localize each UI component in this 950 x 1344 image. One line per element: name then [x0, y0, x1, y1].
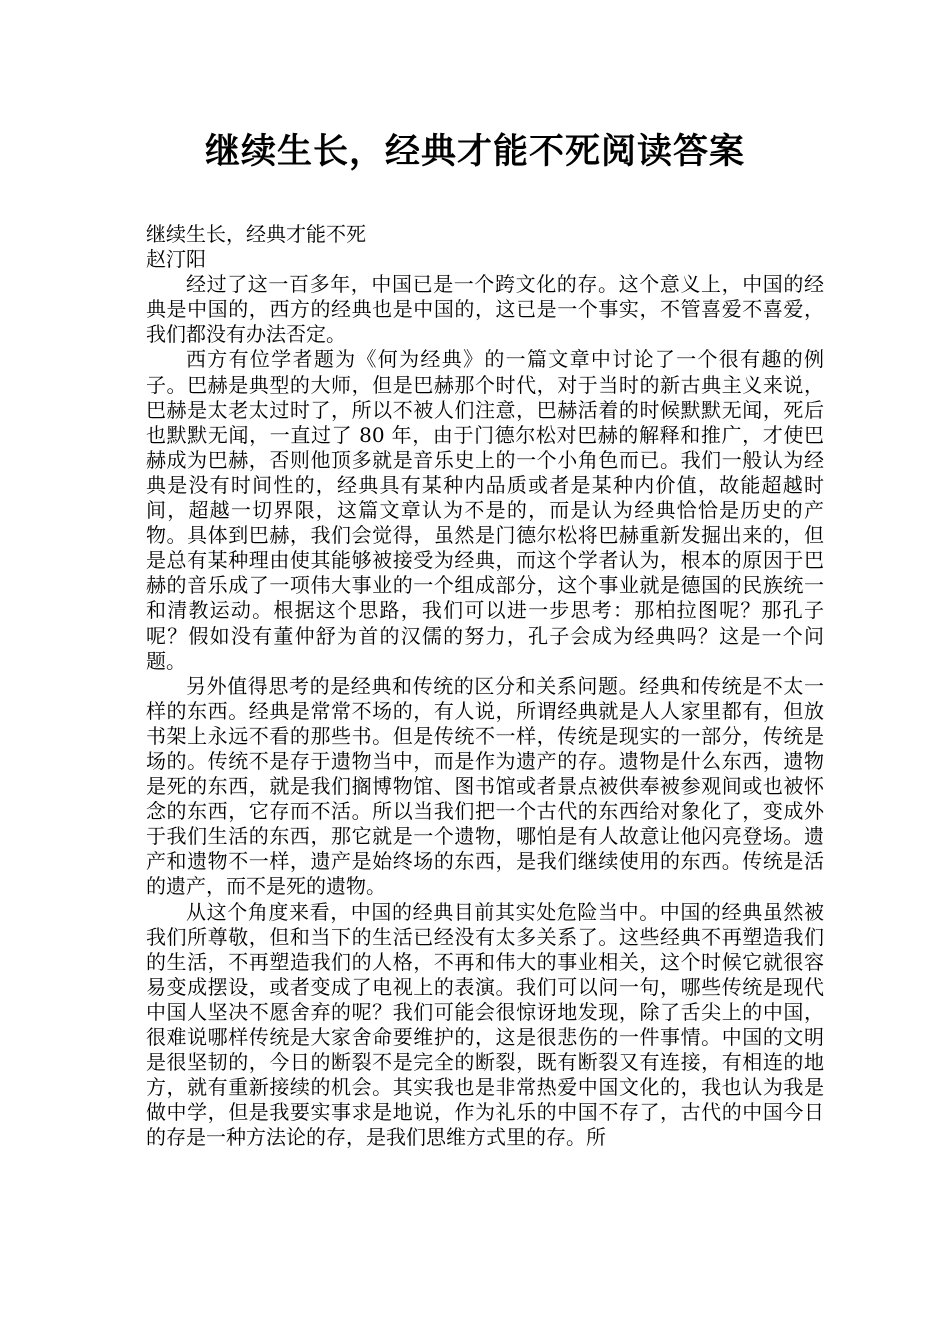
paragraph-2: 西方有位学者题为《何为经典》的一篇文章中讨论了一个很有趣的例子。巴赫是典型的大师，但是巴赫那个时代，对于当时的新古典主义来说，巴赫是太老太过时了，所以不被人们注意，巴赫活着的时候默默无闻，死后也默默无闻，一直过了 80 年，由于门德尔松对巴赫的解释和推广，才使巴赫成为巴赫，否则他顶多就是音乐史上的一个小角色而已。我们一般认为经典是没有时间性的，经典具有某种内品质或者是某种内价值，故能超越时间，超越一切界限，这篇文章认为不是的，而是认为经典恰恰是历史的产物。具体到巴赫，我们会觉得，虽然是门德尔松将巴赫重新发掘出来的，但是总有某种理由使其能够被接受为经典，而这个学者认为，根本的原因于巴赫的音乐成了一项伟大事业的一个组成部分，这个事业就是德国的民族统一和清教运动。根据这个思路，我们可以进一步思考：那柏拉图呢？那孔子呢？假如没有董仲舒为首的汉儒的努力，孔子会成为经典吗？这是一个问题。: [146, 347, 824, 673]
article-subtitle: 继续生长，经典才能不死: [146, 222, 366, 246]
article-author: 赵汀阳: [146, 247, 206, 272]
document-body: [146, 222, 824, 1150]
paragraph-3: 另外值得思考的是经典和传统的区分和关系问题。经典和传统是不太一样的东西。经典是常常不场的，有人说，所谓经典就是人人家里都有，但放书架上永远不看的那些书。但是传统不一样，传统是现实的一部分，传统是场的。传统不是存于遗物当中，而是作为遗产的存。遗物是什么东西，遗物是死的东西，就是我们搁博物馆、图书馆或者景点被供奉被参观间或也被怀念的东西，它存而不活。所以当我们把一个古代的东西给对象化了，变成外于我们生活的东西，那它就是一个遗物，哪怕是有人故意让他闪亮登场。遗产和遗物不一样，遗产是始终场的东西，是我们继续使用的东西。传统是活的遗产，而不是死的遗物。: [146, 673, 824, 899]
paragraph-1: 经过了这一百多年，中国已是一个跨文化的存。这个意义上，中国的经典是中国的，西方的经典也是中国的，这已是一个事实，不管喜爱不喜爱，我们都没有办法否定。: [146, 272, 824, 347]
document-title: 继续生长，经典才能不死阅读答案: [204, 132, 745, 172]
paragraph-4: 从这个角度来看，中国的经典目前其实处危险当中。中国的经典虽然被我们所尊敬，但和当下的生活已经没有太多关系了。这些经典不再塑造我们的生活，不再塑造我们的人格，不再和伟大的事业相关，这个时候它就很容易变成摆设，或者变成了电视上的表演。我们可以问一句，哪些传统是现代中国人坚决不愿舍弃的呢？我们可能会很惊讶地发现，除了舌尖上的中国，很难说哪样传统是大家舍命要维护的，这是很悲伤的一件事情。中国的文明是很坚韧的，今日的断裂不是完全的断裂，既有断裂又有连接，有相连的地方，就有重新接续的机会。其实我也是非常热爱中国文化的，我也认为我是做中学，但是我要实事求是地说，作为礼乐的中国不存了，古代的中国今日的存是一种方法论的存，是我们思维方式里的存。所: [146, 899, 824, 1150]
